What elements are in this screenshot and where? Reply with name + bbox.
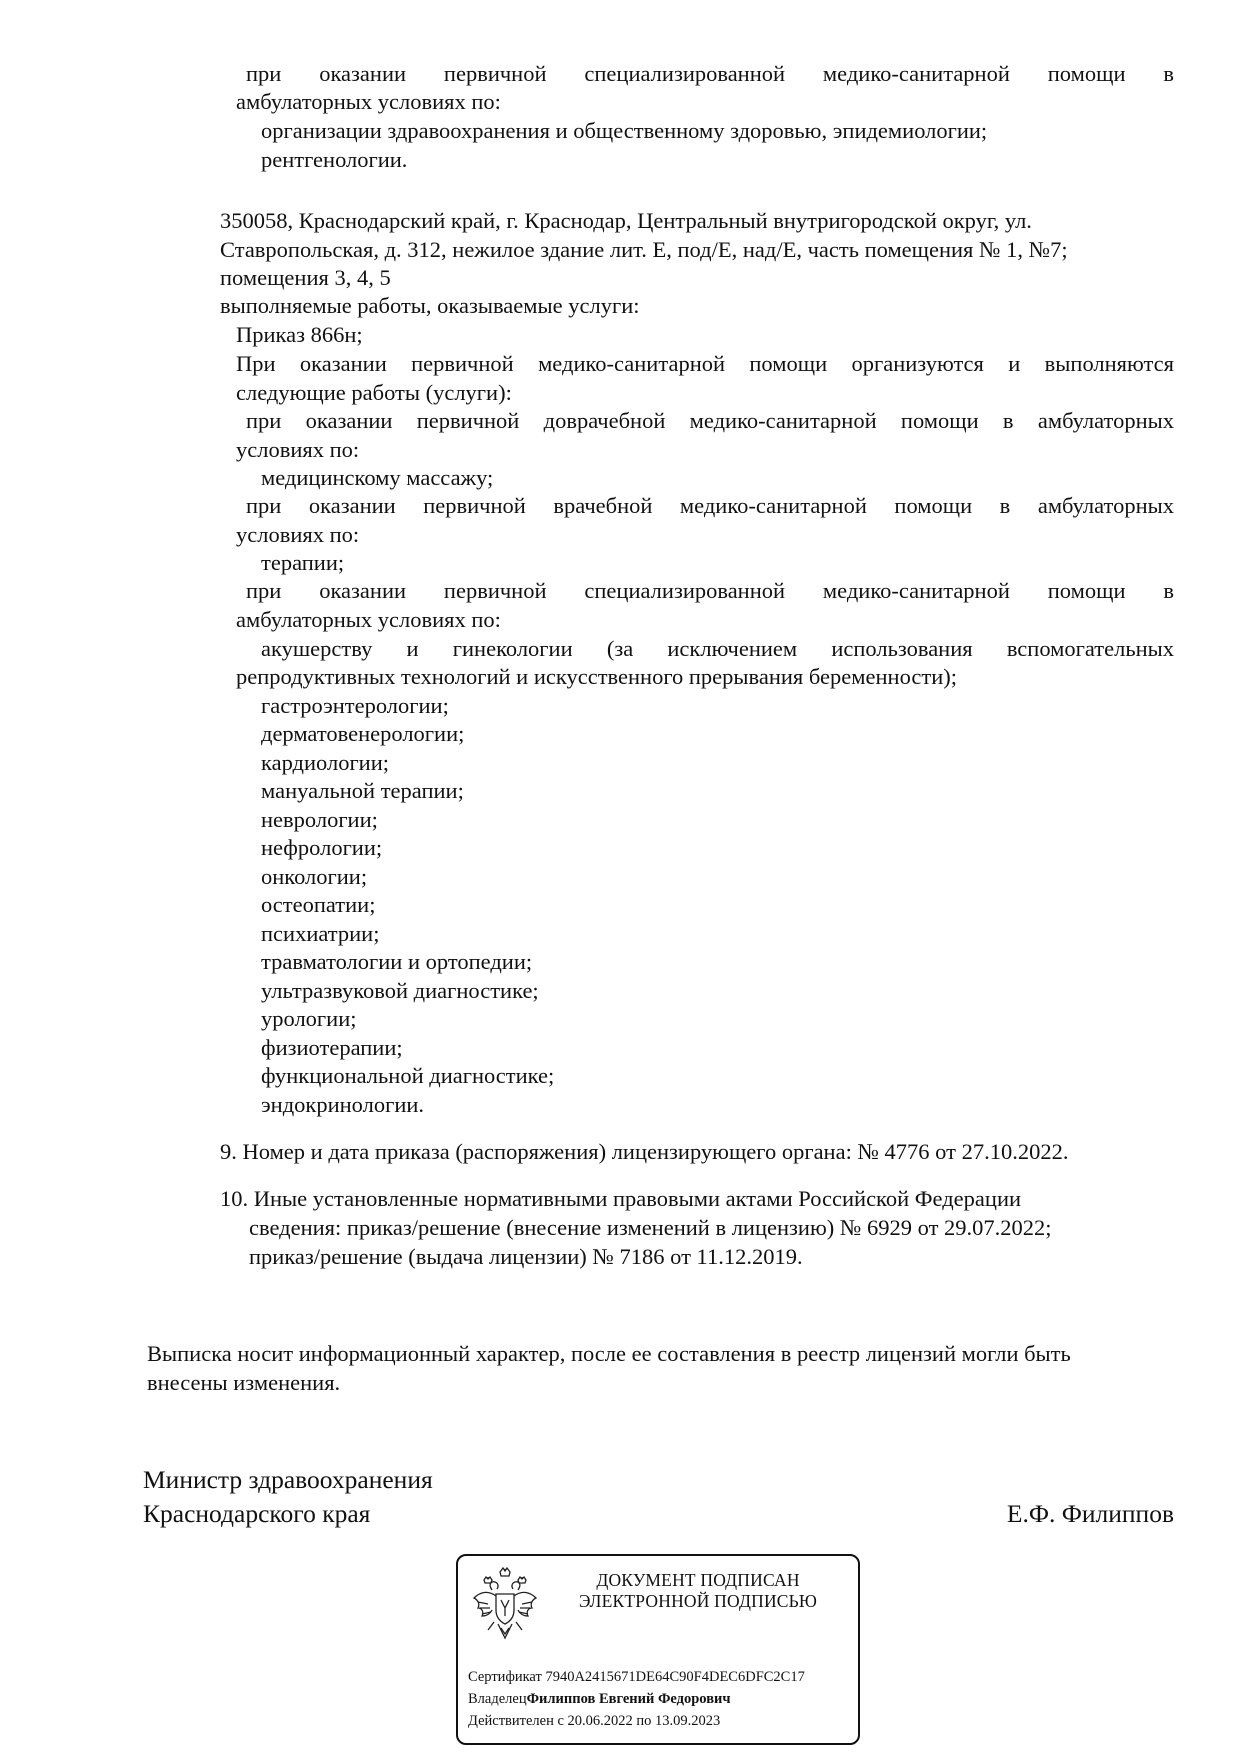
list-item: неврологии; [261, 807, 378, 832]
predoctor-care-line2: условиях по: [236, 437, 360, 462]
signatory-name: Е.Ф. Филиппов [1006, 1499, 1174, 1528]
stamp-header-line1: ДОКУМЕНТ ПОДПИСАН [596, 1570, 800, 1590]
signatory-title-line2: Краснодарского края [143, 1499, 371, 1528]
license-order-item-9: 9. Номер и дата приказа (распоряжения) лицензирующего органа: № 4776 от 27.10.2022. [220, 1139, 1069, 1164]
list-item: функциональной диагностике; [261, 1063, 555, 1088]
signatory-title-line1: Министр здравоохранения [143, 1465, 433, 1494]
list-item: физиотерапии; [261, 1035, 403, 1060]
list-item: медицинскому массажу; [261, 465, 494, 490]
list-item: ультразвуковой диагностике; [261, 978, 539, 1003]
owner-label: Владелец [468, 1691, 527, 1707]
address-line3: помещения 3, 4, 5 [220, 265, 391, 290]
list-item: психиатрии; [261, 921, 380, 946]
address-line2: Ставропольская, д. 312, нежилое здание лит. Е, под/Е, над/Е, часть помещения № 1, №7; [220, 237, 1068, 262]
works-heading: выполняемые работы, оказываемые услуги: [220, 293, 640, 318]
list-item: гастроэнтерологии; [261, 693, 449, 718]
list-item: дерматовенерологии; [261, 721, 465, 746]
certificate-validity: Действителен с 20.06.2022 по 13.09.2023 [468, 1713, 721, 1729]
disclaimer-line2: внесены изменения. [147, 1370, 341, 1395]
predoctor-care-line1: при оказании первичной доврачебной медико-санитарной помощи в амбулаторных [246, 408, 1174, 433]
obstetrics-line2: репродуктивных технологий и искусственного прерывания беременности); [236, 664, 957, 689]
electronic-signature-stamp [456, 1554, 860, 1745]
list-item: терапии; [261, 550, 345, 575]
other-info-item-10-line1: 10. Иные установленные нормативными правовыми актами Российской Федерации [220, 1186, 1022, 1211]
list-item: организации здравоохранения и общественному здоровью, эпидемиологии; [261, 118, 988, 143]
list-item: онкологии; [261, 864, 368, 889]
special-care-intro-line1: при оказании первичной специализированной медико-санитарной помощи в [246, 61, 1174, 86]
special-care-line2: амбулаторных условиях по: [236, 607, 501, 632]
primary-care-intro-line1: При оказании первичной медико-санитарной помощи организуются и выполняются [236, 351, 1174, 376]
list-item: остеопатии; [261, 892, 376, 917]
list-item: урологии; [261, 1006, 357, 1031]
list-item: нефрологии; [261, 835, 383, 860]
other-info-item-10-line2: сведения: приказ/решение (внесение изменений в лицензию) № 6929 от 29.07.2022; [249, 1215, 1052, 1240]
special-care-intro-line2: амбулаторных условиях по: [236, 89, 501, 114]
double-headed-eagle-emblem [470, 1566, 540, 1644]
order-reference: Приказ 866н; [236, 322, 363, 347]
certificate-number: Сертификат 7940A2415671DE64C90F4DEC6DFC2C17 [468, 1669, 805, 1685]
doctor-care-line1: при оказании первичной врачебной медико-санитарной помощи в амбулаторных [246, 493, 1174, 518]
list-item: травматологии и ортопедии; [261, 949, 533, 974]
address-line1: 350058, Краснодарский край, г. Краснодар, Центральный внутригородской округ, ул. [220, 208, 1032, 233]
list-item: мануальной терапии; [261, 778, 464, 803]
doctor-care-line2: условиях по: [236, 522, 360, 547]
stamp-header-line2: ЭЛЕКТРОННОЙ ПОДПИСЬЮ [578, 1591, 818, 1611]
obstetrics-line1: акушерству и гинекологии (за исключением использования вспомогательных [261, 636, 1174, 661]
primary-care-intro-line2: следующие работы (услуги): [236, 380, 512, 405]
disclaimer-line1: Выписка носит информационный характер, после ее составления в реестр лицензий могли быть [147, 1341, 1071, 1366]
list-item: кардиологии; [261, 750, 390, 775]
certificate-owner [468, 1690, 731, 1708]
other-info-item-10-line3: приказ/решение (выдача лицензии) № 7186 от 11.12.2019. [249, 1244, 803, 1269]
list-item: эндокринологии. [261, 1092, 425, 1117]
owner-name: Филиппов Евгений Федорович [526, 1691, 731, 1707]
special-care-line1: при оказании первичной специализированной медико-санитарной помощи в [246, 578, 1174, 603]
list-item: рентгенологии. [261, 147, 408, 172]
